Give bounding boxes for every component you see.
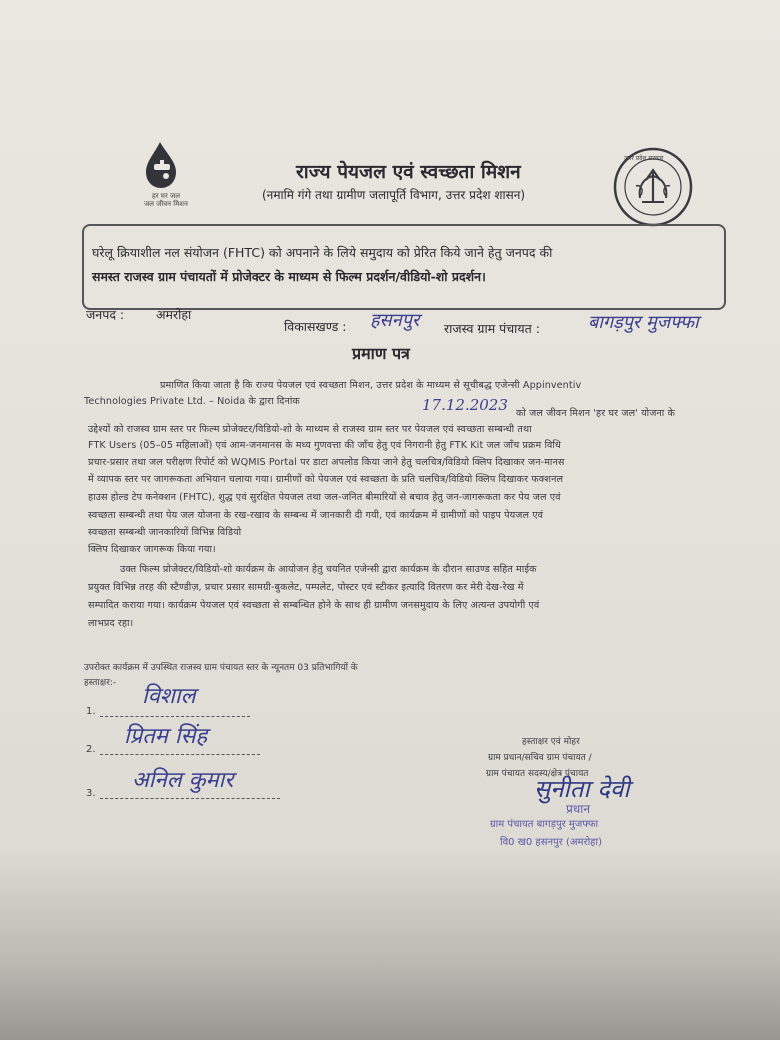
body-line-1: प्रमाणित किया जाता है कि राज्य पेयजल एवं स्वच्छता मिशन, उत्तर प्रदेश के माध्यम से सूचीबद्ध एजेन्सी Appinventiv (160, 380, 582, 391)
left-logo-caption (126, 192, 206, 208)
body-line-6: प्रचार-प्रसार तथा जल परीक्षण रिपोर्ट को WQMIS Portal पर डाटा अपलोड किया जाने हेतु चलचित्र/विडियो क्लिप दिखाकर जन-मानस (88, 457, 565, 468)
body-line-7: में व्यापक स्तर पर जागरूकता अभियान चलाया गया। ग्रामीणों को पेयजल एवं स्वच्छता के प्रति चलचित्र/विडियो क्लिप दिखाकर फक्शनल (88, 474, 564, 485)
witness-intro-line-2: हस्ताक्षर:- (84, 678, 117, 688)
para2-line-2: प्रयुक्त विभिन्न तरह की स्टैण्डीज़, प्रचार प्रसार सामग्री-बुकलेट, पम्पलेट, पोस्टर एवं स्टीकर इत्यादि वितरण कर मेरी देख-रेख में (88, 582, 524, 593)
mission-subtitle: (नमामि गंगे तथा ग्रामीण जलापूर्ति विभाग, उत्तर प्रदेश शासन) (262, 188, 526, 202)
panchayat-value: बागड़पुर मुजफ्फा (588, 312, 699, 333)
district-value: अमरोहा (156, 307, 192, 322)
left-logo-text-2: जल जीवन मिशन (144, 200, 188, 208)
left-logo-text-1: हर घर जल (152, 192, 180, 200)
boxed-heading-line-2: समस्त राजस्व ग्राम पंचायतों में प्रोजेक्टर के माध्यम से फिल्म प्रदर्शन/वीडियो-शो प्रदर्शन। (92, 269, 486, 284)
panchayat-label: राजस्व ग्राम पंचायत : (444, 321, 540, 336)
body-line-2: Technologies Private Ltd. – Noida के द्वारा दिनांक (84, 396, 300, 407)
up-government-emblem (612, 146, 694, 228)
witness-2-signature: प्रितम सिंह (124, 724, 208, 749)
body-line-10: स्वच्छता सम्बन्धी जानकारियों विभिन्न विडियो (88, 527, 242, 538)
block-value: हसनपुर (370, 310, 420, 331)
body-line-5: FTK Users (05–05 महिलाओं) एवं आम-जनमानस के मध्य गुणवत्ता की जाँच हेतु एवं निगरानी हेतु FTK Kit जल जाँच प्रक्रम विधि (88, 440, 561, 451)
official-label-3: ग्राम पंचायत सदस्य/क्षेत्र पंचायत (486, 769, 589, 779)
body-line-4: उद्देश्यों को राजस्व ग्राम स्तर पर फिल्म प्रोजेक्टर/विडियो-शो के माध्यम से राजस्व ग्राम स्तर पर पेयजल एवं स्वच्छता सम्बन्धी तथा (88, 424, 532, 435)
stamp-line-1: प्रधान (566, 802, 590, 816)
official-label-2: ग्राम प्रधान/सचिव ग्राम पंचायत / (488, 753, 592, 763)
certificate-title: प्रमाण पत्र (352, 344, 410, 363)
stamp-line-3: वि0 ख0 हसनपुर (अमरोहा) (500, 837, 602, 848)
boxed-heading-line-1: घरेलू क्रियाशील नल संयोजन (FHTC) को अपनाने के लिये समुदाय को प्रेरित किये जाने हेतु जनपद की (92, 245, 553, 260)
body-line-3: को जल जीवन मिशन 'हर घर जल' योजना के (516, 408, 675, 419)
program-date: 17.12.2023 (422, 396, 508, 414)
witness-1-number: 1. (86, 706, 96, 717)
para2-line-1: उक्त फिल्म प्रोजेक्टर/विडियो-शो कार्यक्रम के आयोजन हेतु चयनित एजेन्सी द्वारा कार्यक्रम के दौरान साउण्ड सहित माईक (120, 564, 537, 575)
para2-line-4: लाभप्रद रहा। (88, 618, 134, 629)
witness-3-number: 3. (86, 788, 96, 799)
body-line-11: क्लिप दिखाकर जागरूक किया गया। (88, 544, 216, 555)
district-label: जनपद : (86, 307, 125, 322)
mission-title: राज्य पेयजल एवं स्वच्छता मिशन (296, 161, 521, 183)
har-ghar-jal-logo (136, 140, 190, 190)
page-shadow (0, 850, 780, 1040)
witness-intro-line-1: उपरोक्त कार्यक्रम में उपस्थित राजस्व ग्राम पंचायत स्तर के न्यूनतम 03 प्रतिभागियों के (84, 663, 358, 673)
body-line-8: हाउस होल्ड टेप कनेक्शन (FHTC), शुद्ध एवं सुरक्षित पेयजल तथा जल-जनित बीमारियों से बचाव हेतु जन-जागरूकता कर पेय जल एवं (88, 492, 561, 503)
boxed-heading (82, 224, 726, 310)
witness-3-signature: अनिल कुमार (132, 768, 234, 793)
official-label-1: हस्ताक्षर एवं मोहर (522, 737, 580, 747)
witness-2-number: 2. (86, 744, 96, 755)
body-line-9: स्वच्छता सम्बन्धी तथा पेय जल योजना के रख-रखाव के सम्बन्ध में जानकारी दी गयी, एवं कार्यक्रम में ग्रामीणों को पाइप पेयजल एवं (88, 510, 544, 521)
right-logo-text: उत्तर प्रदेश सरकार (624, 155, 664, 162)
block-label: विकासखण्ड : (284, 319, 347, 334)
pradhan-signature: सुनीता देवी (534, 775, 630, 803)
water-drop-icon (136, 140, 190, 190)
stamp-line-2: ग्राम पंचायत बागड़पुर मुजफ्फा (490, 819, 599, 830)
para2-line-3: सम्पादित कराया गया। कार्यक्रम पेयजल एवं स्वच्छता से सम्बन्धित होने के साथ ही ग्रामीण जनसमुदाय के लिए अत्यन्त उपयोगी एवं (88, 600, 540, 611)
witness-1-signature: विशाल (142, 684, 196, 709)
